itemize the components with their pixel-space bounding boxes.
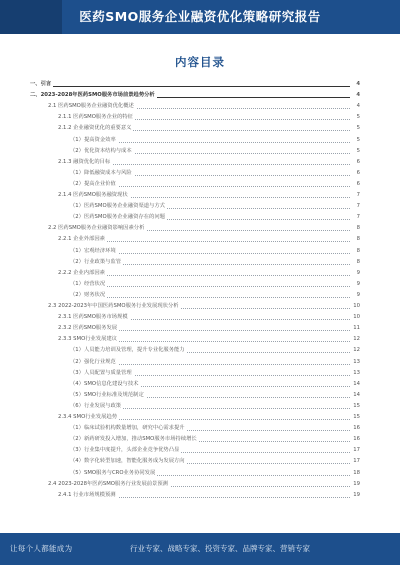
toc-entry-text: 二、2023-2028年医药SMO服务市场前景趋势分析 [30,92,155,99]
toc-heading: 内容目录 [175,55,225,69]
toc-page-number: 5 [356,136,360,143]
toc-entry[interactable] [30,124,360,133]
toc-entry-text: 2.2 医药SMO服务企业融资影响因素分析 [48,225,145,232]
toc-entry[interactable] [30,224,360,233]
toc-entry-text: （1）临床试验机构数量增加，研究中心需求提升 [70,425,185,432]
toc-page-number: 12 [353,347,360,354]
toc-entry[interactable] [30,291,360,300]
toc-entry[interactable] [30,169,360,178]
toc-entry-text: （4）SMO信息化建设与技术 [70,380,139,387]
toc-leader [70,297,350,298]
toc-entry-text: 2.4 2023-2028年医药SMO服务行业发展前景预测 [48,480,168,487]
toc-page-number: 7 [356,203,360,210]
toc-entry[interactable] [30,480,360,489]
toc-entry-text: （1）人员能力培训及管理，提升专业化服务能力 [70,347,185,354]
toc-entry-text: （5）SMO行业标准及规范制定 [70,391,144,398]
toc-entry[interactable] [30,158,360,167]
toc-entry[interactable] [30,213,360,222]
toc-page-number: 5 [356,125,360,132]
toc-entry-text: （6）行业发展与政策 [70,402,122,409]
toc-leader [30,86,350,87]
toc-page-number: 10 [353,303,360,309]
toc-entry-text: 2.2.2 企业内部因素 [58,269,105,276]
toc-entry-text: 2.1.1 医药SMO服务企业的特征 [58,114,133,121]
toc-entry-text: （1）提高资金效率 [70,136,116,143]
toc-entry-text: 2.1 医药SMO服务企业融资优化概述 [48,103,134,110]
toc-entry[interactable] [30,413,360,422]
toc-entry-text: （4）数字化转型加速，智能化服务成为发展方向 [70,458,185,465]
toc-entry[interactable] [30,346,360,355]
toc-entry-text: （2）医药SMO服务企业融资存在的问题 [70,214,165,221]
toc-page-number: 15 [353,402,360,409]
toc-page-number: 16 [353,436,360,443]
toc-entry-text: （2）强化行业规范 [70,358,116,365]
toc-entry[interactable] [30,302,360,311]
toc-page-number: 17 [353,447,360,454]
toc-entry[interactable] [30,235,360,244]
toc-entry[interactable] [30,280,360,289]
toc-entry[interactable] [30,102,360,111]
toc-entry-text: 2.4.1 行业市场规模预测 [58,491,116,498]
toc-page-number: 19 [353,491,360,498]
toc-page-number: 10 [353,314,360,321]
toc-page-number: 4 [356,81,360,87]
toc-page-number: 12 [353,336,360,343]
toc-entry[interactable] [30,113,360,122]
toc-entry[interactable] [30,91,360,100]
toc-entry[interactable] [30,402,360,411]
toc-page-number: 7 [356,192,360,198]
toc-entry-text: 2.2.1 企业外部因素 [58,236,105,243]
toc-entry-text: 2.3.4 SMO行业发展趋势 [58,414,118,420]
toc-entry[interactable] [30,136,360,145]
toc-entry-text: 2.3 2022-2023年中国医药SMO服务行业发展现状分析 [48,303,179,309]
toc-page-number: 9 [356,291,360,298]
toc-entry[interactable] [30,446,360,455]
toc-leader [70,286,350,287]
toc-entry-text: （1）医药SMO服务企业融资渠道与方式 [70,203,165,210]
toc-entry-text: 2.3.1 医药SMO服务市场规模 [58,314,128,321]
toc-page-number: 7 [356,214,360,221]
toc-entry[interactable] [30,202,360,211]
toc-page-number: 5 [356,147,360,154]
toc-entry-text: （2）提高企业价值 [70,180,116,187]
toc-page-number: 15 [353,414,360,420]
toc-page-number: 13 [353,369,360,376]
toc-entry[interactable] [30,380,360,389]
toc-page-number: 8 [356,225,360,232]
toc-entry-text: 2.1.4 医药SMO服务融资现状 [58,192,128,198]
toc-entry[interactable] [30,147,360,156]
toc-page-number: 14 [353,380,360,387]
toc-page-number: 6 [356,158,360,165]
toc-entry-text: （2）财务状况 [70,291,106,298]
footer-band [0,533,400,565]
toc-entry[interactable] [30,258,360,267]
toc-page-number: 14 [353,391,360,398]
toc-entry-text: （2）优化资本结构与成本 [70,147,132,154]
toc-page-number: 19 [353,480,360,487]
toc-entry[interactable] [30,369,360,378]
toc-entry-text: （2）行业政策与监管 [70,258,122,265]
toc-page-number: 16 [353,425,360,432]
toc-page-number: 9 [356,280,360,287]
toc-entry[interactable] [30,191,360,200]
toc-entry[interactable] [30,269,360,278]
toc-page-number: 13 [353,358,360,365]
toc-entry-text: （2）新药研发投入增加，推动SMO服务市场持续增长 [70,436,197,443]
toc-entry[interactable] [30,391,360,400]
toc-page-number: 11 [353,325,360,332]
toc-entry-text: （3）人员配置与质量管理 [70,369,132,376]
toc-entry[interactable] [30,80,360,89]
toc-page-number: 8 [356,236,360,243]
toc-entry-text: （1）降低融资成本与风险 [70,169,132,176]
toc-page-number: 4 [356,92,360,99]
toc-entry-text: 2.1.3 融资优化的目标 [58,158,111,165]
toc-entry-text: 2.1.2 企业融资优化的重要意义 [58,125,132,132]
toc-page-number: 5 [356,114,360,121]
toc-entry-text: （1）经营状况 [70,280,106,287]
toc-page-number: 6 [356,180,360,187]
toc-entry-text: （1）宏观经济环境 [70,247,116,254]
toc-entry[interactable] [30,457,360,466]
toc-page-number: 18 [353,469,360,476]
toc-page-number: 8 [356,258,360,265]
toc-entry-text: （3）行业集中度提升，头部企业竞争优势凸显 [70,447,180,454]
toc-entry[interactable] [30,335,360,344]
toc-entry-text: （5）SMO服务与CRO业务协同发展 [70,469,156,476]
toc-page-number: 17 [353,458,360,465]
report-header [0,0,400,34]
toc-entry-text: 2.3.2 医药SMO服务发展 [58,325,118,332]
footer-slogan: 让每个人都能成为 [10,544,73,553]
toc-entry[interactable] [30,324,360,333]
toc-entry-text: 2.3.3 SMO行业发展建议 [58,336,118,343]
toc-entry[interactable] [30,469,360,478]
toc-page-number: 4 [356,103,360,110]
toc-entry[interactable] [30,247,360,256]
footer-tags: 行业专家、战略专家、投资专家、品牌专家、营销专家 [130,544,310,553]
report-title: 医药SMO服务企业融资优化策略研究报告 [79,9,321,24]
toc-entry-text: 一、引言 [30,81,52,87]
toc-entry[interactable] [30,180,360,189]
toc-entry[interactable] [30,313,360,322]
toc-page-number: 6 [356,169,360,176]
toc-entry[interactable] [30,424,360,433]
toc-entry[interactable] [30,358,360,367]
table-of-contents [30,80,360,500]
toc-entry[interactable] [30,491,360,500]
toc-entry[interactable] [30,435,360,444]
toc-page-number: 8 [356,247,360,254]
toc-page-number: 9 [356,269,360,276]
